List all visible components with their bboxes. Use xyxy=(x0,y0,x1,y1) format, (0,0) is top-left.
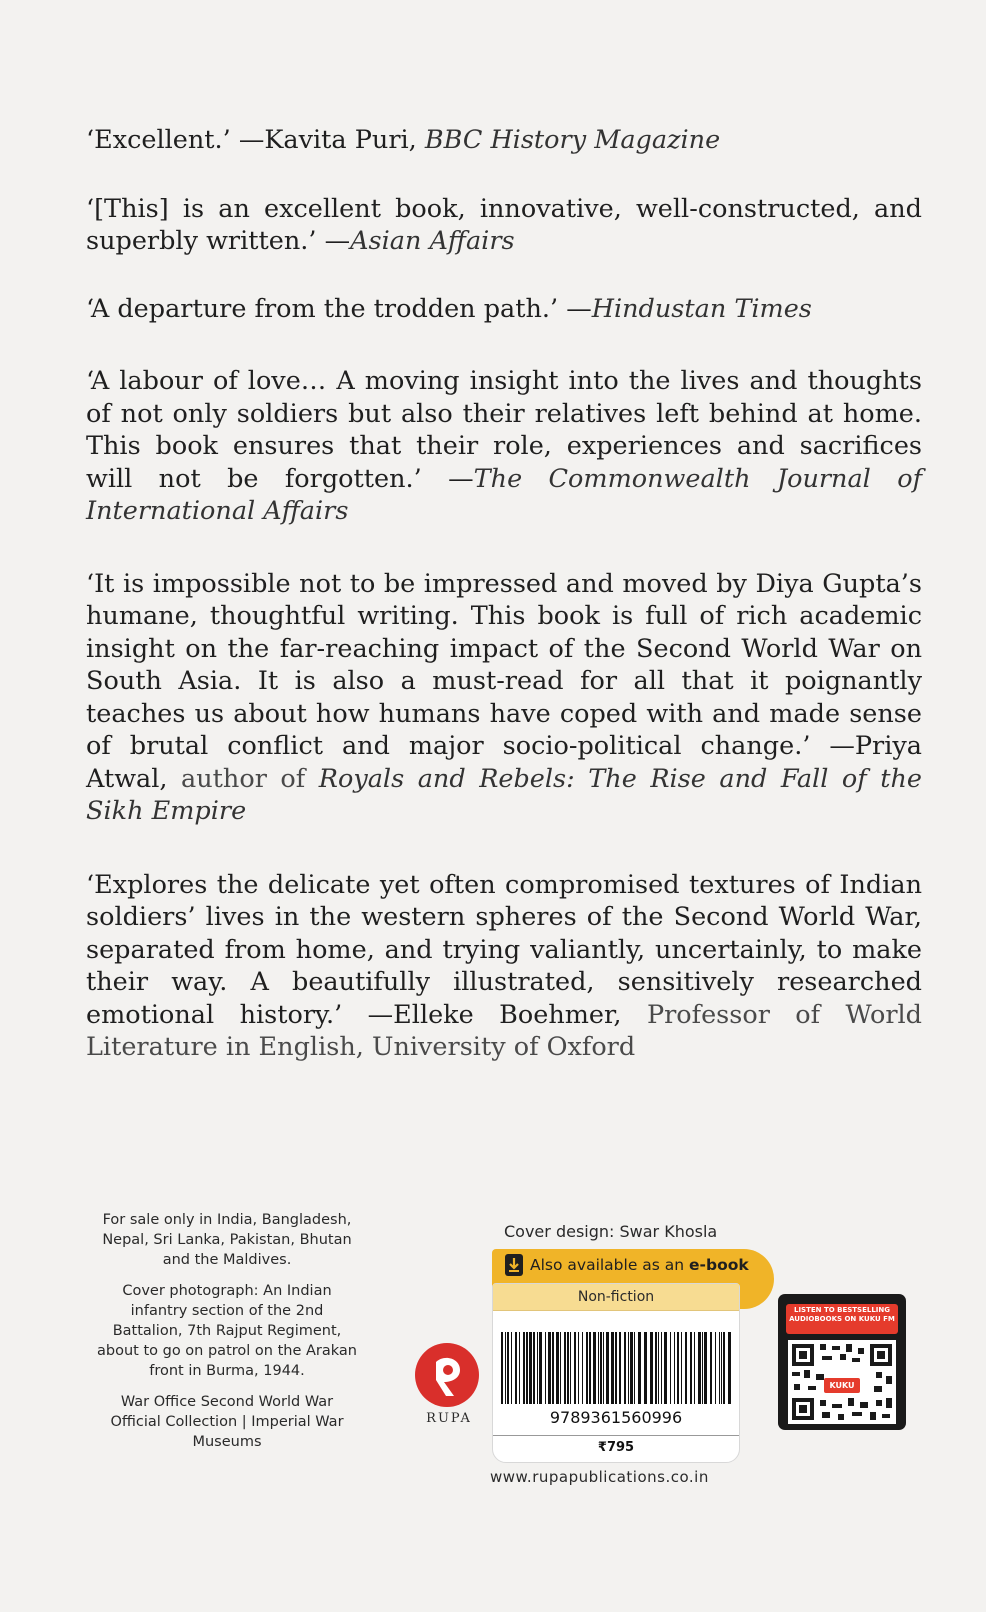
kuku-fm-header: LISTEN TO BESTSELLING AUDIOBOOKS ON KUKU FM xyxy=(786,1304,898,1334)
kuku-fm-panel xyxy=(778,1294,906,1430)
quote-3 xyxy=(86,293,922,326)
sale-territories: For sale only in India, Bangladesh, Nepal, Sri Lanka, Pakistan, Bhutan and the Maldives. xyxy=(102,1212,352,1268)
ebook-label xyxy=(530,1256,749,1274)
ebook-label-bold: e-book xyxy=(689,1256,749,1274)
review-quotes xyxy=(86,124,922,1099)
quote-1 xyxy=(86,124,922,157)
quote-source: Asian Affairs xyxy=(350,226,515,256)
price: ₹795 xyxy=(597,1440,635,1455)
quote-text: ‘Explores the delicate yet often compromised textures of Indian soldiers’ lives in the western spheres of the Second World War, separated from home, and trying valiantly, uncertainly, to make their way. A beautifully illustrated, sensitively researched emotional history.’ —Elleke Boehmer, xyxy=(86,869,922,1030)
quote-text: ‘It is impossible not to be impressed and moved by Diya Gupta’s humane, thoughtful writing. This book is full of rich academic insight on the far-reaching impact of the Second World War on South Asia. It is also a must-read for all that it poignantly teaches us about how humans have coped with and made sense of brutal conflict and major socio-political change.’ —Priya Atwal, xyxy=(86,568,922,794)
price-divider xyxy=(493,1435,739,1436)
quote-5 xyxy=(86,568,922,828)
barcode-icon xyxy=(499,1332,733,1406)
quote-source: Royals and Rebels: The Rise and Fall of the Sikh Empire xyxy=(86,763,922,826)
quote-source: The Commonwealth Journal of International Affairs xyxy=(86,463,923,526)
quote-4 xyxy=(86,365,922,528)
cover-photo-credit: Cover photograph: An Indian infantry section of the 2nd Battalion, 7th Rajput Regiment, about to go on patrol on the Arakan front in Burma, 1944. xyxy=(97,1283,357,1379)
rupa-logo-icon xyxy=(414,1342,480,1408)
quote-attribution: Professor of World Literature in English, University of Oxford xyxy=(86,999,922,1062)
download-icon xyxy=(505,1254,523,1276)
barcode-box xyxy=(492,1283,740,1463)
quote-text: ‘A labour of love… A moving insight into the lives and thoughts of not only soldiers but also their relatives left behind at home. This book ensures that their role, experiences and sacrifices will not be forgotten.’ — xyxy=(86,366,922,494)
cover-design-credit: Cover design: Swar Khosla xyxy=(504,1222,718,1241)
genre-label: Non-fiction xyxy=(493,1284,739,1311)
quote-text: ‘Excellent.’ —Kavita Puri, xyxy=(86,125,425,155)
quote-6 xyxy=(86,869,922,1064)
quote-text: ‘[This] is an excellent book, innovative, well-constructed, and superbly written.’ — xyxy=(86,193,922,256)
ebook-label-text: Also available as an xyxy=(530,1256,690,1274)
isbn-number: 9789361560996 xyxy=(549,1408,683,1427)
publisher-website[interactable]: www.rupapublications.co.in xyxy=(490,1468,709,1486)
sale-and-credits xyxy=(96,1210,358,1463)
quote-source: BBC History Magazine xyxy=(424,125,721,155)
quote-text: ‘A departure from the trodden path.’ — xyxy=(86,293,592,324)
kuku-fm-badge: KUKU FM xyxy=(824,1378,860,1393)
publisher-name: RUPA xyxy=(426,1411,472,1426)
collection-credit: War Office Second World War Official Collection | Imperial War Museums xyxy=(110,1394,344,1450)
quote-source: Hindustan Times xyxy=(591,293,812,324)
quote-2 xyxy=(86,193,922,258)
quote-attribution: author of xyxy=(181,763,319,794)
